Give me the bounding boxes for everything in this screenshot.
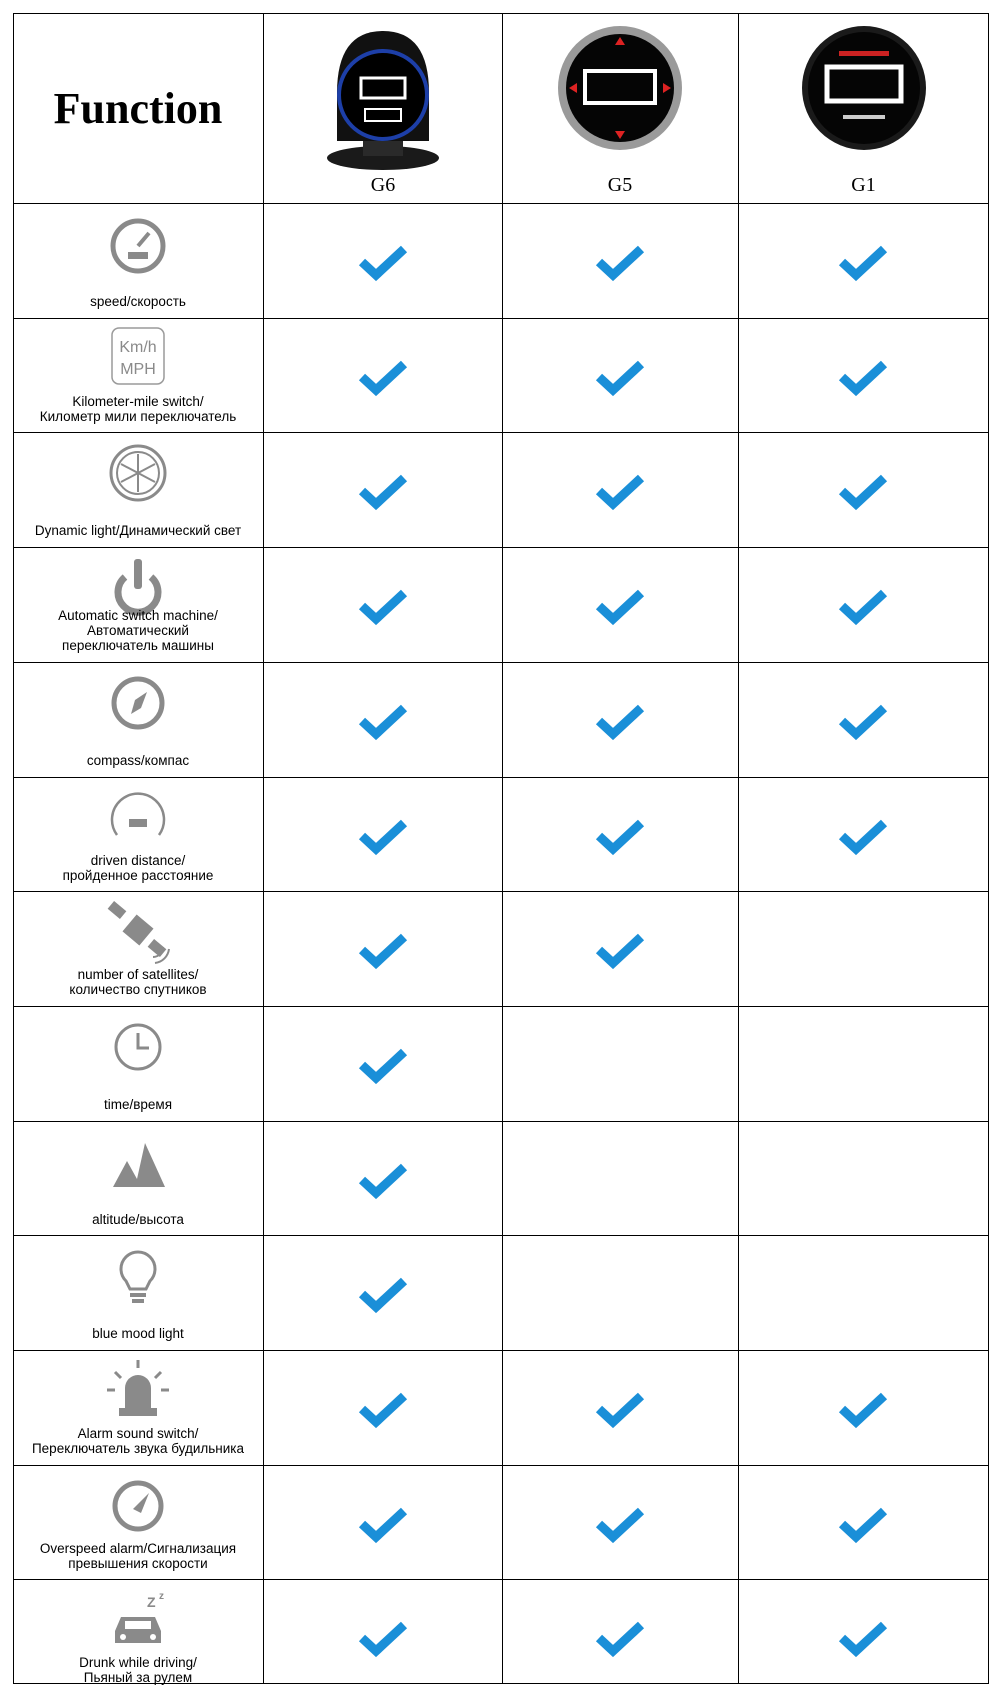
support-check-g1 (838, 1389, 898, 1429)
product-header-g5 (502, 13, 738, 203)
check-icon (595, 701, 645, 741)
check-icon (358, 1504, 408, 1544)
g5-device-image (555, 23, 685, 153)
check-icon (838, 357, 888, 397)
sleepy-car-icon (103, 1587, 173, 1653)
feature-row-label (13, 1579, 263, 1693)
kmh-mph-icon (103, 326, 173, 392)
column-divider (502, 13, 503, 1684)
mountain-icon (103, 1129, 173, 1195)
check-icon (358, 1389, 408, 1429)
check-icon (838, 1618, 888, 1658)
check-icon (358, 242, 408, 282)
feature-row-label (13, 662, 263, 776)
table-title: Function (53, 83, 223, 133)
svg-text:MPH: MPH (120, 361, 156, 378)
product-name-g1: G1 (851, 174, 876, 196)
feature-label: time/время (103, 1097, 173, 1112)
support-check-g1 (838, 586, 898, 626)
check-icon (358, 1045, 408, 1085)
support-check-g6 (358, 1160, 418, 1200)
support-check-g6 (358, 586, 418, 626)
support-check-g6 (358, 816, 418, 856)
support-check-g5 (595, 1504, 655, 1544)
check-icon (358, 1274, 408, 1314)
support-check-g5 (595, 471, 655, 511)
product-name-g6: G6 (370, 174, 396, 196)
g6-device-image (323, 23, 443, 173)
satellite-icon (103, 899, 173, 965)
svg-text:z: z (159, 1591, 164, 1602)
feature-label: Drunk while driving/ Пьяный за рулем (79, 1655, 197, 1685)
support-check-g5 (595, 930, 655, 970)
support-check-g1 (838, 1504, 898, 1544)
svg-text:Z: Z (147, 1594, 156, 1610)
feature-row-label (13, 777, 263, 891)
overspeed-gauge-icon (103, 1473, 173, 1539)
support-check-g5 (595, 701, 655, 741)
check-icon (838, 816, 888, 856)
support-check-g1 (838, 357, 898, 397)
alarm-siren-icon (103, 1358, 173, 1424)
feature-row-label (13, 891, 263, 1005)
feature-label: Automatic switch machine/ Автоматический переключатель машины (58, 608, 218, 653)
check-icon (358, 471, 408, 511)
product-header-g1 (738, 13, 989, 203)
check-icon (358, 930, 408, 970)
support-check-g1 (838, 1618, 898, 1658)
check-icon (595, 242, 645, 282)
check-icon (838, 242, 888, 282)
check-icon (358, 816, 408, 856)
odometer-icon (103, 785, 173, 851)
support-check-g5 (595, 242, 655, 282)
product-name-g5: G5 (607, 174, 633, 196)
feature-row-label (13, 1235, 263, 1349)
aperture-icon (103, 440, 173, 506)
check-icon (595, 471, 645, 511)
support-check-g5 (595, 1389, 655, 1429)
support-check-g5 (595, 1618, 655, 1658)
support-check-g1 (838, 701, 898, 741)
feature-label: altitude/высота (92, 1212, 184, 1227)
check-icon (838, 1389, 888, 1429)
support-check-g6 (358, 1618, 418, 1658)
clock-icon (103, 1014, 173, 1080)
support-check-g6 (358, 701, 418, 741)
check-icon (838, 701, 888, 741)
feature-label: Alarm sound switch/ Переключатель звука будильника (31, 1426, 245, 1456)
feature-row-label (13, 1121, 263, 1235)
check-icon (595, 930, 645, 970)
support-check-g5 (595, 357, 655, 397)
support-check-g6 (358, 1389, 418, 1429)
check-icon (595, 816, 645, 856)
feature-row-label (13, 318, 263, 432)
support-check-g6 (358, 357, 418, 397)
check-icon (595, 1618, 645, 1658)
support-check-g6 (358, 242, 418, 282)
g1-device-image (799, 23, 929, 153)
check-icon (358, 586, 408, 626)
support-check-g5 (595, 586, 655, 626)
support-check-g1 (838, 471, 898, 511)
check-icon (838, 1504, 888, 1544)
check-icon (595, 1389, 645, 1429)
support-check-g1 (838, 242, 898, 282)
svg-text:Km/h: Km/h (119, 339, 157, 356)
support-check-g6 (358, 1274, 418, 1314)
check-icon (358, 1618, 408, 1658)
support-check-g5 (595, 816, 655, 856)
check-icon (358, 701, 408, 741)
support-check-g1 (838, 816, 898, 856)
feature-label: Dynamic light/Динамический свет (34, 523, 242, 538)
feature-row-label (13, 1350, 263, 1464)
feature-row-label (13, 547, 263, 661)
check-icon (838, 586, 888, 626)
compass-icon (103, 670, 173, 736)
support-check-g6 (358, 930, 418, 970)
feature-row-label (13, 432, 263, 546)
speedometer-icon (103, 211, 173, 277)
feature-label: blue mood light (92, 1326, 184, 1341)
feature-row-label (13, 1006, 263, 1120)
check-icon (595, 586, 645, 626)
feature-label: Overspeed alarm/Сигнализация превышения скорости (39, 1541, 237, 1571)
feature-row-label (13, 1465, 263, 1579)
feature-label: number of satellites/ количество спутников (69, 967, 207, 997)
support-check-g6 (358, 1504, 418, 1544)
feature-row-label (13, 203, 263, 317)
feature-label: driven distance/ пройденное расстояние (62, 853, 214, 883)
check-icon (595, 1504, 645, 1544)
check-icon (358, 1160, 408, 1200)
support-check-g6 (358, 1045, 418, 1085)
product-header-g6 (264, 13, 502, 203)
column-divider (263, 13, 264, 1684)
check-icon (358, 357, 408, 397)
column-divider (738, 13, 739, 1684)
feature-label: Kilometer-mile switch/ Километр мили переключатель (39, 394, 237, 424)
check-icon (838, 471, 888, 511)
feature-label: speed/скорость (90, 294, 186, 309)
feature-label: compass/компас (86, 753, 190, 768)
lightbulb-icon (103, 1243, 173, 1309)
check-icon (595, 357, 645, 397)
support-check-g6 (358, 471, 418, 511)
